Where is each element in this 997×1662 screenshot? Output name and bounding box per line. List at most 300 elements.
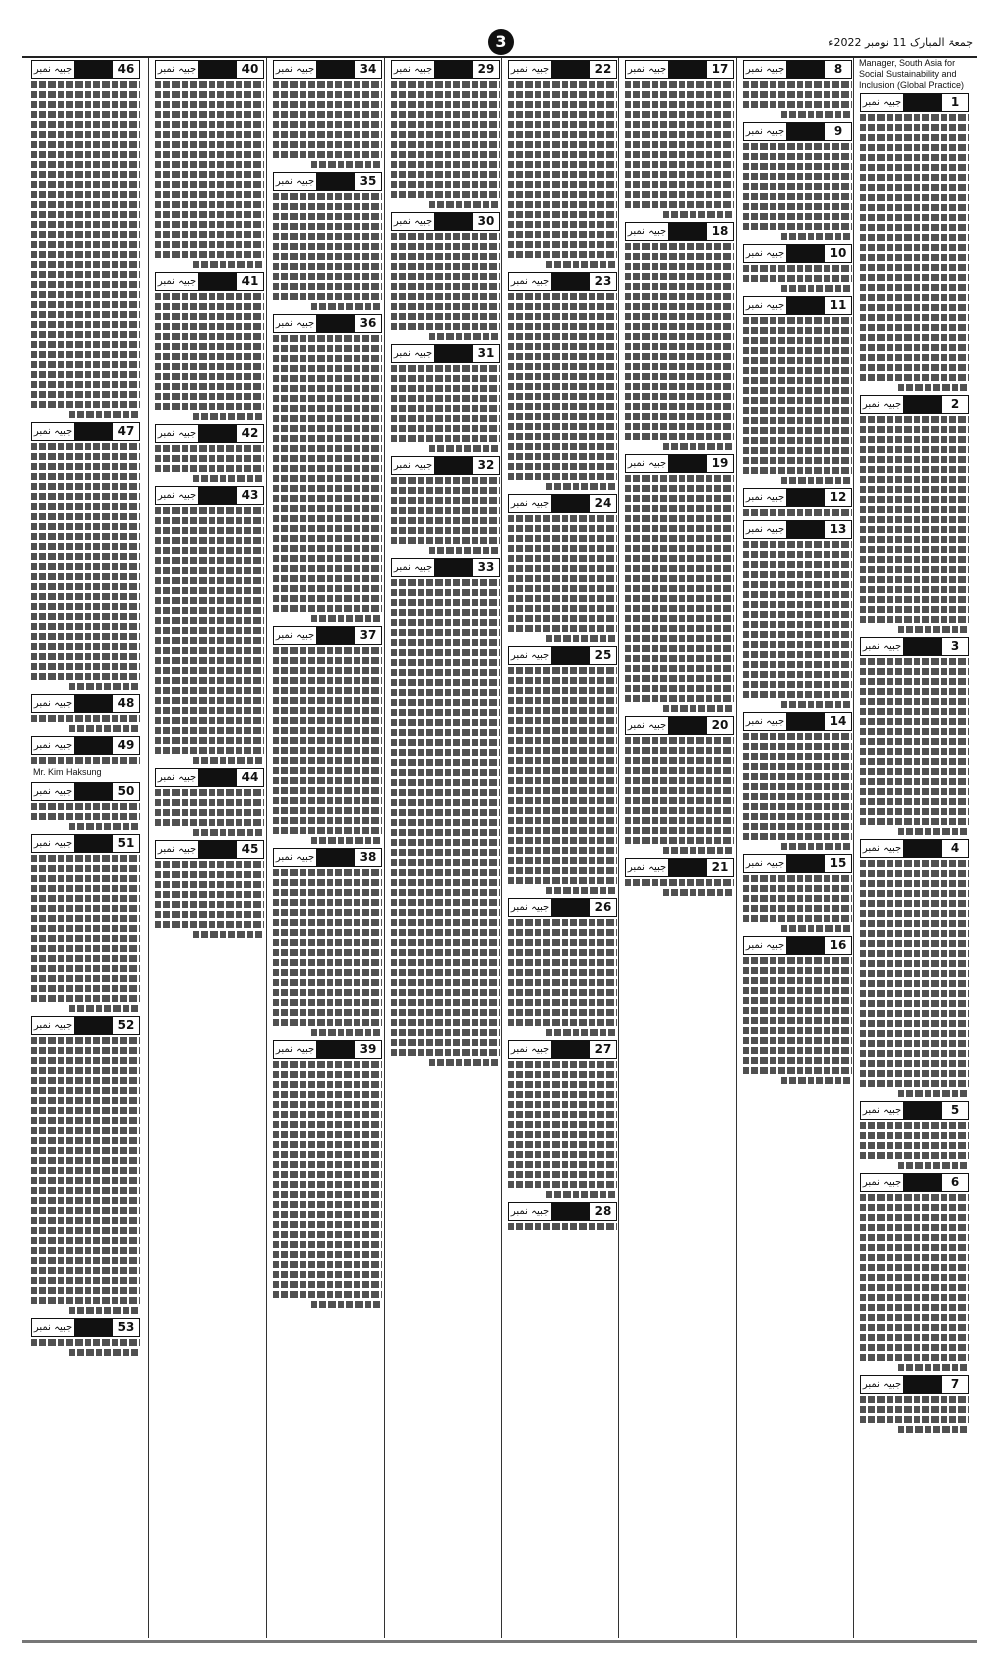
notice-header [31,1318,140,1337]
notice-header [391,558,500,577]
text-line [31,181,140,188]
text-line [31,351,140,358]
text-line [273,475,382,482]
text-line [391,669,500,676]
text-line [155,111,264,118]
text-line [391,949,500,956]
text-line [273,687,382,694]
text-line [31,1087,140,1094]
redaction-block [199,487,237,504]
text-line [429,1059,500,1066]
text-line [625,615,734,622]
text-line [743,1007,852,1014]
text-line [625,737,734,744]
text-line [31,985,140,992]
redaction-block [199,841,237,858]
text-line [860,606,969,613]
text-line [743,611,852,618]
text-line [391,161,500,168]
redaction-block [552,273,590,290]
text-line [625,675,734,682]
notice-item [273,1040,382,1308]
notice-label: جبیہ نمبر [744,713,787,730]
notice-body [860,114,969,391]
notice-label: جبیہ نمبر [392,457,435,474]
text-line [625,413,734,420]
text-line [508,453,617,460]
notice-body [508,293,617,490]
notice-label: جبیہ نمبر [509,1041,552,1058]
text-line [429,445,500,452]
text-line [508,323,617,330]
text-line [391,81,500,88]
notice-item [31,60,140,418]
text-line [625,665,734,672]
notice-body [743,541,852,708]
notice-header [273,172,382,191]
notice-label: جبیہ نمبر [392,213,435,230]
text-line [743,987,852,994]
text-line [273,425,382,432]
text-line [155,871,264,878]
text-line [625,191,734,198]
text-line [155,151,264,158]
text-line [155,809,264,816]
text-line [625,797,734,804]
text-line [155,303,264,310]
text-line [273,727,382,734]
text-line [743,101,852,108]
text-line [273,1019,382,1026]
text-line [743,681,852,688]
text-line [625,393,734,400]
text-line [31,1147,140,1154]
text-line [31,905,140,912]
text-line [743,337,852,344]
text-line [508,1091,617,1098]
text-line [273,345,382,352]
text-line [860,546,969,553]
column-7 [152,58,267,1638]
text-line [155,201,264,208]
notice-label: جبیہ نمبر [861,396,904,413]
text-line [391,253,500,260]
text-line [311,303,382,310]
text-line [860,374,969,381]
text-line [273,909,382,916]
text-line [743,671,852,678]
text-line [508,707,617,714]
text-line [860,486,969,493]
redaction-block [787,489,825,506]
text-line [391,619,500,626]
text-line [508,727,617,734]
notice-label: جبیہ نمبر [626,455,669,472]
text-line [273,555,382,562]
text-line [508,413,617,420]
notice-number: 23 [594,274,612,288]
text-line [781,1077,852,1084]
notice-number: 53 [117,1320,135,1334]
notice-item [155,424,264,482]
text-line [860,134,969,141]
text-line [155,455,264,462]
notice-body [391,233,500,340]
text-line [508,857,617,864]
text-line [391,829,500,836]
text-line [743,733,852,740]
redaction-block [787,123,825,140]
text-line [31,803,140,810]
text-line [625,555,734,562]
text-line [860,708,969,715]
text-line [860,174,969,181]
text-line [508,1081,617,1088]
text-line [391,415,500,422]
text-line [311,1301,382,1308]
text-line [860,1224,969,1231]
text-line [743,743,852,750]
text-line [860,1396,969,1403]
text-line [743,173,852,180]
text-line [781,477,852,484]
text-line [31,533,140,540]
text-line [625,111,734,118]
text-line [743,997,852,1004]
text-line [743,367,852,374]
text-line [273,193,382,200]
text-line [273,515,382,522]
text-line [273,365,382,372]
notice-header [273,1040,382,1059]
notice-header [155,486,264,505]
notice-body [31,81,140,418]
text-line [155,141,264,148]
text-line [391,809,500,816]
redaction-block [669,455,707,472]
text-line [155,921,264,928]
notice-item [391,456,500,554]
text-line [273,697,382,704]
text-line [391,889,500,896]
text-line [155,333,264,340]
text-line [273,101,382,108]
text-line [743,915,852,922]
text-line [31,381,140,388]
notice-label: جبیہ نمبر [744,521,787,538]
text-line [311,615,382,622]
notice-header [391,212,500,231]
notice-item [273,172,382,310]
text-line [193,829,264,836]
text-line [31,321,140,328]
text-line [155,799,264,806]
text-line [508,949,617,956]
text-line [391,191,500,198]
text-line [31,623,140,630]
text-line [273,81,382,88]
text-line [31,301,140,308]
text-line [860,1204,969,1211]
text-line [391,1049,500,1056]
text-line [743,377,852,384]
notice-body [31,803,140,830]
text-line [508,1141,617,1148]
notice-number: 43 [241,488,259,502]
text-line [743,457,852,464]
text-line [508,939,617,946]
text-line [508,393,617,400]
text-line [508,787,617,794]
text-line [860,798,969,805]
text-line [31,493,140,500]
notice-number: 28 [594,1204,612,1218]
notice-number: 3 [950,639,960,653]
notice-body [508,515,617,642]
text-line [31,1247,140,1254]
text-line [31,885,140,892]
notice-item [508,1202,617,1230]
redaction-block [435,345,473,362]
text-line [31,281,140,288]
text-line [391,609,500,616]
text-line [860,1284,969,1291]
text-line [31,261,140,268]
text-line [860,768,969,775]
text-line [155,353,264,360]
redaction-block [669,223,707,240]
notice-number: 38 [359,850,377,864]
text-line [508,111,617,118]
text-line [391,659,500,666]
notice-body [743,733,852,850]
text-line [508,433,617,440]
text-line [31,211,140,218]
text-line [155,587,264,594]
text-line [743,153,852,160]
redaction-block [435,457,473,474]
text-line [391,789,500,796]
redaction-block [904,1102,942,1119]
notice-item [625,222,734,450]
text-line [860,1314,969,1321]
redaction-block [904,840,942,857]
text-line [508,515,617,522]
text-line [391,375,500,382]
text-line [508,131,617,138]
text-line [31,1167,140,1174]
text-line [31,101,140,108]
notice-header [625,60,734,79]
text-line [508,1161,617,1168]
text-line [860,1194,969,1201]
text-line [508,251,617,258]
text-line [860,334,969,341]
column-separator [384,58,385,1638]
text-line [273,505,382,512]
notice-number: 10 [829,246,847,260]
text-line [860,728,969,735]
text-line [273,767,382,774]
redaction-block [787,521,825,538]
text-line [391,779,500,786]
notice-label: جبیہ نمبر [861,638,904,655]
notice-label: جبیہ نمبر [274,849,317,866]
text-line [391,1009,500,1016]
text-line [860,658,969,665]
text-line [508,373,617,380]
text-line [273,405,382,412]
text-line [391,435,500,442]
text-line [860,506,969,513]
redaction-block [669,717,707,734]
notice-item [391,212,500,340]
notice-number: 7 [950,1377,960,1391]
text-line [31,1287,140,1294]
text-line [391,477,500,484]
text-line [273,395,382,402]
text-line [155,547,264,554]
notice-body [391,579,500,1066]
text-line [860,818,969,825]
text-line [508,827,617,834]
notice-body [860,658,969,835]
text-line [625,353,734,360]
text-line [508,1131,617,1138]
notice-header [508,1040,617,1059]
footer-rule [22,1640,977,1643]
text-line [508,81,617,88]
notice-label: جبیہ نمبر [744,245,787,262]
text-line [743,417,852,424]
text-line [273,263,382,270]
notice-header [508,272,617,291]
text-line [508,697,617,704]
text-line [898,1090,969,1097]
text-line [663,889,734,896]
notice-body [508,81,617,268]
notice-body [155,445,264,482]
text-line [860,880,969,887]
text-line [391,313,500,320]
redaction-block [75,835,113,852]
text-line [781,701,852,708]
notice-item [743,488,852,516]
text-line [273,1141,382,1148]
text-line [508,141,617,148]
text-line [155,527,264,534]
notice-header [860,1101,969,1120]
text-line [273,565,382,572]
notice-body [860,1194,969,1371]
text-line [31,341,140,348]
text-line [860,1122,969,1129]
text-line [860,748,969,755]
text-line [391,629,500,636]
text-line [860,516,969,523]
text-line [155,465,264,472]
redaction-block [435,61,473,78]
text-line [860,930,969,937]
redaction-block [317,315,355,332]
text-line [508,1121,617,1128]
text-line [155,81,264,88]
notice-header [508,898,617,917]
text-line [391,263,500,270]
text-line [625,243,734,250]
notice-number: 41 [241,274,259,288]
text-line [508,363,617,370]
text-line [273,939,382,946]
text-line [155,171,264,178]
text-line [508,1151,617,1158]
text-line [391,859,500,866]
text-line [31,865,140,872]
text-line [391,395,500,402]
text-line [155,161,264,168]
notice-header [31,60,140,79]
text-line [508,241,617,248]
column-6 [270,58,385,1638]
text-line [31,1067,140,1074]
text-line [429,547,500,554]
text-line [625,293,734,300]
notice-header [508,646,617,665]
notice-header [860,839,969,858]
text-line [31,161,140,168]
notice-number: 34 [359,62,377,76]
text-line [860,1334,969,1341]
notice-number: 42 [241,426,259,440]
column-1 [857,58,972,1638]
text-line [663,705,734,712]
text-line [273,605,382,612]
redaction-block [904,94,942,111]
text-line [155,687,264,694]
notice-label: جبیہ نمبر [744,61,787,78]
notice-header [391,456,500,475]
notice-label: جبیہ نمبر [509,61,552,78]
notice-header [743,60,852,79]
text-line [743,265,852,272]
text-line [625,525,734,532]
redaction-block [904,638,942,655]
notice-body [508,667,617,894]
text-line [391,879,500,886]
text-line [273,1171,382,1178]
notice-header [860,637,969,656]
notice-number: 49 [117,738,135,752]
text-line [155,121,264,128]
text-line [508,161,617,168]
text-line [508,777,617,784]
notice-number: 15 [829,856,847,870]
redaction-block [199,61,237,78]
text-line [273,677,382,684]
notice-body [860,416,969,633]
redaction-block [75,61,113,78]
text-line [860,788,969,795]
text-line [625,101,734,108]
text-line [273,1191,382,1198]
text-line [860,940,969,947]
text-line [625,161,734,168]
text-line [860,1000,969,1007]
notice-header [625,222,734,241]
notice-label: جبیہ نمبر [509,899,552,916]
text-line [155,819,264,826]
notice-item [508,1040,617,1198]
